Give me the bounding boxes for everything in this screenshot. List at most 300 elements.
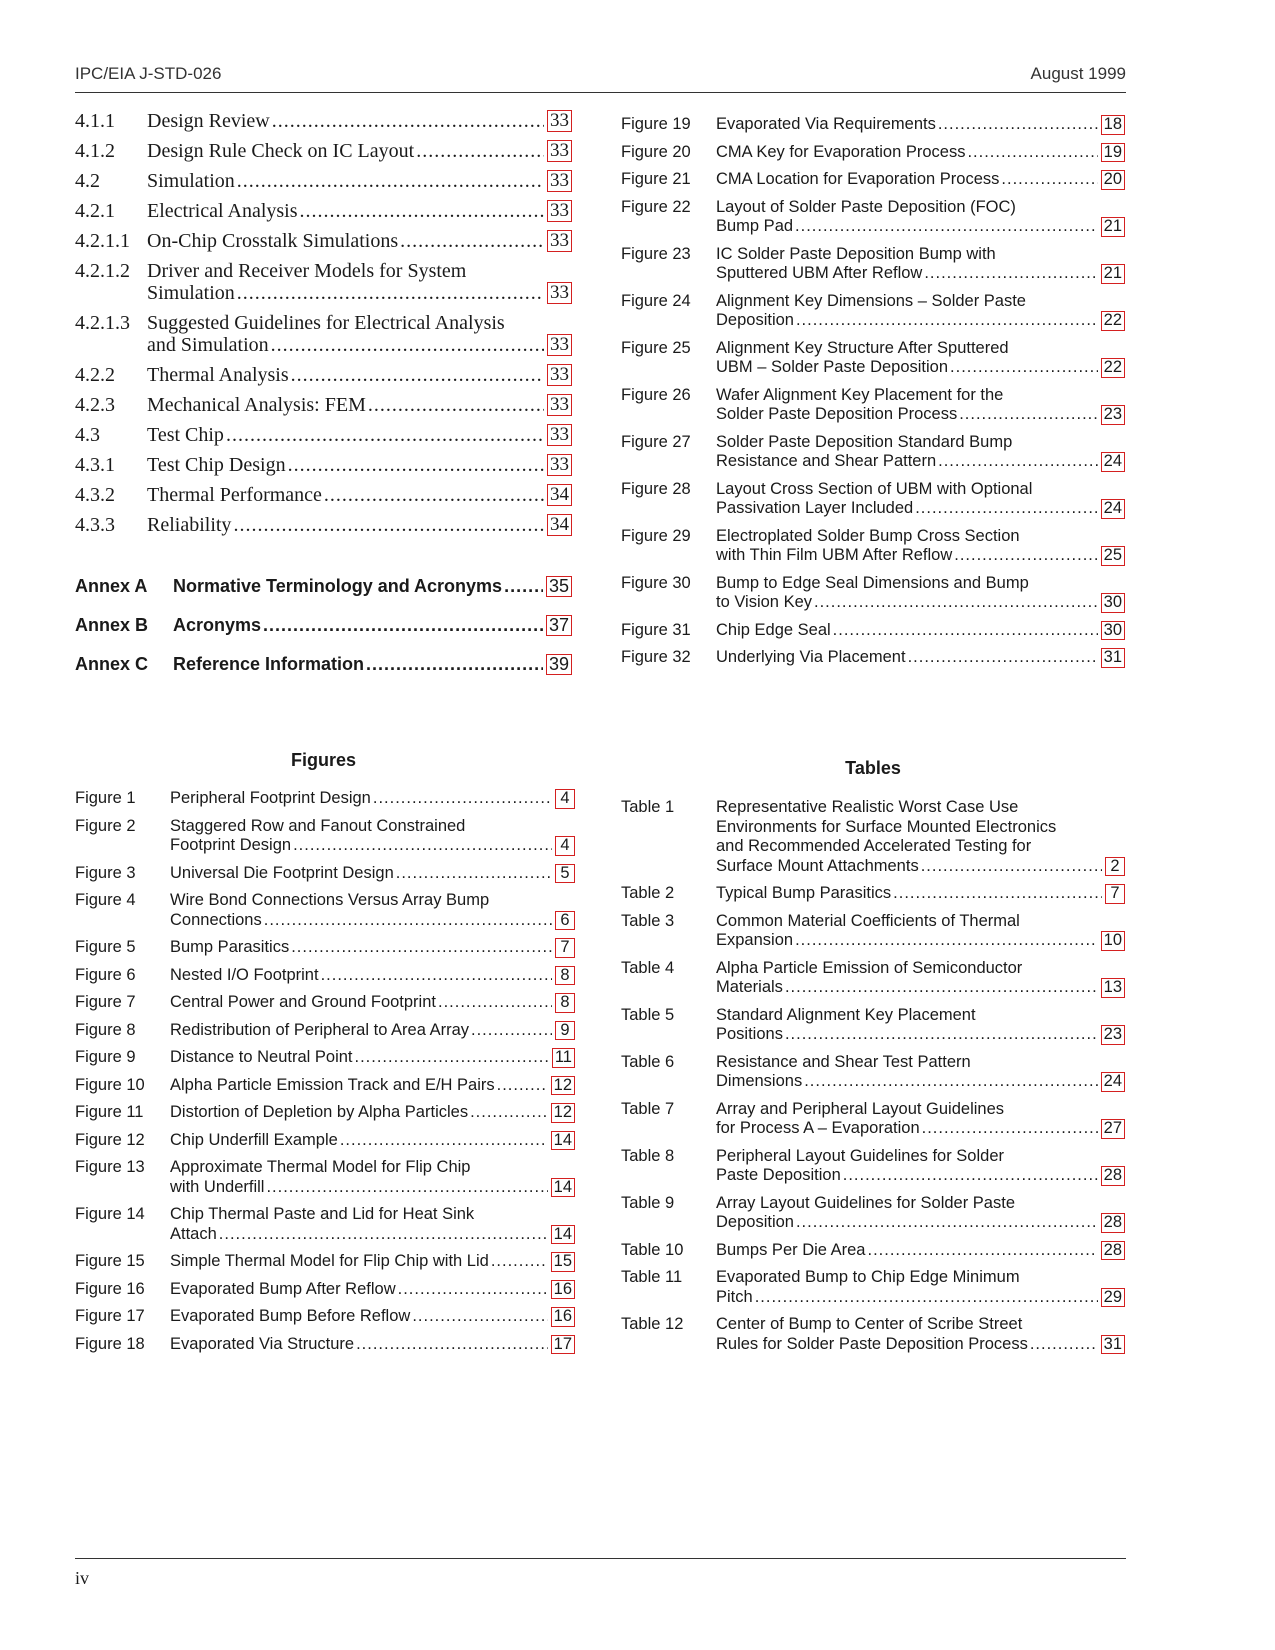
page-link[interactable]: 14	[551, 1131, 575, 1150]
figure-entry[interactable]	[75, 1131, 575, 1151]
dot-leader	[264, 911, 552, 931]
entry-title-line: Evaporated Bump After Reflow	[170, 1279, 396, 1298]
entry-title-line: Bump Pad	[716, 217, 794, 235]
figure-entry[interactable]	[75, 1021, 575, 1041]
entry-title	[147, 110, 572, 132]
entry-title-line: Thermal Analysis	[147, 364, 289, 386]
entry-title-line: Evaporated Bump Before Reflow	[170, 1307, 411, 1325]
figures-heading: Figures	[290, 750, 356, 770]
figure-entry[interactable]	[621, 574, 1125, 613]
page-link[interactable]: 33	[547, 200, 572, 222]
footer-rule	[75, 1558, 1126, 1559]
entry-title	[170, 1252, 575, 1272]
page-link[interactable]: 33	[547, 454, 572, 476]
entry-title-line: Attach	[170, 1224, 217, 1243]
figure-entry[interactable]	[75, 891, 575, 930]
dot-leader	[412, 1307, 547, 1327]
page-link[interactable]: 24	[1101, 452, 1125, 471]
entry-title	[716, 433, 1125, 472]
page-link[interactable]: 30	[1101, 593, 1125, 612]
page-link[interactable]: 5	[555, 864, 575, 883]
entry-title	[170, 1103, 575, 1123]
entry-title	[716, 798, 1125, 876]
entry-title-line: Nested I/O Footprint	[170, 965, 319, 984]
dot-leader	[291, 364, 544, 386]
page-link[interactable]: 33	[547, 170, 572, 192]
entry-number: Figure 20	[621, 142, 691, 161]
entry-title-line: Test Chip	[147, 424, 224, 446]
dot-leader	[416, 140, 544, 162]
entry-title-line: CMA Key for Evaporation Process	[716, 142, 966, 161]
entry-title	[147, 364, 572, 386]
entry-title-line: Chip Underfill Example	[170, 1130, 338, 1149]
page-link[interactable]: 6	[555, 911, 575, 930]
entry-number: Figure 6	[75, 965, 136, 984]
dot-leader	[300, 200, 544, 222]
entry-title	[170, 1158, 575, 1197]
entry-title-line: to Vision Key	[716, 593, 813, 611]
entry-number: Figure 9	[75, 1048, 136, 1066]
page-link[interactable]: 14	[551, 1178, 575, 1197]
entry-title	[147, 260, 572, 304]
dot-leader	[893, 884, 1102, 904]
entry-title-line: Staggered Row and Fanout Constrained	[170, 816, 466, 835]
entry-title-line: IC Solder Paste Deposition Bump with	[716, 244, 996, 263]
page-link[interactable]: 13	[1101, 978, 1125, 997]
entry-title	[716, 1315, 1125, 1354]
dot-leader	[921, 857, 1102, 877]
dot-leader	[237, 282, 544, 304]
entry-number: 4.1.1	[75, 110, 115, 132]
entry-number: Figure 29	[621, 526, 691, 545]
page-link[interactable]: 28	[1101, 1213, 1125, 1232]
entry-number: Figure 12	[75, 1130, 145, 1149]
entry-number: Figure 14	[75, 1205, 145, 1223]
entry-title-line: Driver and Receiver Models for System	[147, 260, 467, 282]
entry-title	[170, 1280, 575, 1300]
entry-title-line: Simple Thermal Model for Flip Chip with Lid	[170, 1252, 489, 1270]
entry-title-line: Layout of Solder Paste Deposition (FOC)	[716, 197, 1016, 216]
toc-entry[interactable]	[75, 230, 572, 252]
table-entry[interactable]	[621, 1147, 1125, 1186]
page-link[interactable]: 23	[1101, 1025, 1125, 1044]
entry-title	[170, 891, 575, 930]
figure-entry[interactable]	[75, 864, 575, 884]
dot-leader	[795, 217, 1098, 237]
entry-title-line: Reference Information	[173, 654, 365, 674]
entry-title	[716, 1241, 1125, 1261]
figure-entry[interactable]	[621, 621, 1125, 641]
dot-leader	[293, 836, 552, 856]
dot-leader	[355, 1048, 549, 1068]
entry-title	[170, 1205, 575, 1244]
entry-title	[716, 143, 1125, 163]
entry-number: Figure 22	[621, 197, 691, 216]
toc-figures-right	[621, 115, 1125, 676]
page-link[interactable]: 17	[551, 1335, 575, 1354]
entry-title-line: Dimensions	[716, 1072, 803, 1090]
page-link[interactable]: 25	[1101, 546, 1125, 565]
tables-heading: Tables	[845, 758, 901, 778]
entry-title	[147, 312, 572, 356]
page-link[interactable]: 18	[1101, 115, 1125, 134]
page-link[interactable]: 8	[555, 993, 575, 1012]
entry-number: Table 5	[621, 1005, 675, 1024]
figure-entry[interactable]	[75, 789, 575, 809]
figure-entry[interactable]	[75, 1307, 575, 1327]
page-link[interactable]: 16	[551, 1307, 575, 1326]
entry-number: 4.2.2	[75, 364, 115, 386]
entry-title-line: and Recommended Accelerated Testing for	[716, 837, 1032, 855]
entry-number: Figure 16	[75, 1279, 145, 1298]
entry-number: Table 7	[621, 1099, 675, 1118]
entry-title	[716, 884, 1125, 904]
dot-leader	[272, 110, 544, 132]
entry-title	[147, 230, 572, 252]
entry-number: Annex A	[75, 576, 148, 596]
page-link[interactable]: 33	[547, 424, 572, 446]
entry-title-line: Thermal Performance	[147, 484, 322, 506]
entry-title-line: On-Chip Crosstalk Simulations	[147, 230, 399, 252]
entry-number: Figure 32	[621, 648, 691, 666]
dot-leader	[497, 1076, 548, 1096]
figure-entry[interactable]	[75, 966, 575, 986]
entry-title	[716, 1147, 1125, 1186]
dot-leader	[804, 1072, 1097, 1092]
table-entry[interactable]	[621, 1053, 1125, 1092]
entry-title	[716, 912, 1125, 951]
page-link[interactable]: 31	[1101, 648, 1125, 667]
entry-title	[716, 386, 1125, 425]
entry-title	[173, 653, 572, 675]
figure-entry[interactable]	[75, 1335, 575, 1355]
entry-number: 4.3.1	[75, 454, 115, 476]
entry-number: 4.3.3	[75, 514, 115, 536]
entry-title-line: Standard Alignment Key Placement	[716, 1005, 976, 1024]
entry-title-line: Wire Bond Connections Versus Array Bump	[170, 891, 490, 909]
figure-entry[interactable]	[75, 1205, 575, 1244]
figure-entry[interactable]	[621, 198, 1125, 237]
page-link[interactable]: 2	[1105, 857, 1125, 876]
entry-title-line: Center of Bump to Center of Scribe Street	[716, 1315, 1023, 1333]
figure-entry[interactable]	[75, 1048, 575, 1068]
page-link[interactable]: 22	[1101, 358, 1125, 377]
dot-leader	[400, 230, 544, 252]
entry-title-line: for Process A – Evaporation	[716, 1119, 920, 1137]
dot-leader	[954, 546, 1097, 566]
page-link[interactable]: 27	[1101, 1119, 1125, 1138]
entry-title-line: with Underfill	[170, 1177, 265, 1196]
entry-number: Table 11	[621, 1268, 683, 1286]
page-link[interactable]: 19	[1101, 143, 1125, 162]
entry-title-line: Typical Bump Parasitics	[716, 884, 892, 902]
entry-title	[170, 1048, 575, 1068]
figure-entry[interactable]	[621, 480, 1125, 519]
dot-leader	[237, 170, 544, 192]
figure-entry[interactable]	[621, 170, 1125, 190]
entry-title	[147, 140, 572, 162]
dot-leader	[1030, 1335, 1098, 1355]
entry-title	[170, 938, 575, 958]
entry-number: Figure 13	[75, 1158, 145, 1176]
entry-title	[716, 621, 1125, 641]
dot-leader	[438, 993, 552, 1013]
toc-annex-entry[interactable]	[75, 575, 572, 597]
page-link[interactable]: 29	[1101, 1288, 1125, 1307]
figure-entry[interactable]	[75, 1280, 575, 1300]
page-link[interactable]: 31	[1101, 1335, 1125, 1354]
page-link[interactable]: 24	[1101, 1072, 1125, 1091]
page-link[interactable]: 33	[547, 140, 572, 162]
toc-annex-entry[interactable]	[75, 614, 572, 636]
page-link[interactable]: 21	[1101, 264, 1125, 283]
dot-leader	[263, 614, 543, 636]
entry-number: Figure 4	[75, 891, 136, 909]
table-entry[interactable]	[621, 884, 1125, 904]
entry-title-line: Mechanical Analysis: FEM	[147, 394, 366, 416]
page-link[interactable]: 35	[546, 576, 572, 597]
entry-number: Figure 8	[75, 1020, 136, 1039]
entry-number: Figure 24	[621, 291, 691, 310]
page-link[interactable]: 8	[555, 966, 575, 985]
page-link[interactable]: 16	[551, 1280, 575, 1299]
page-link[interactable]: 37	[546, 615, 572, 636]
entry-title	[716, 574, 1125, 613]
entry-title	[147, 424, 572, 446]
figure-entry[interactable]	[621, 292, 1125, 331]
entry-number: Table 12	[621, 1315, 684, 1333]
table-entry[interactable]	[621, 1315, 1125, 1354]
entry-title-line: Alignment Key Dimensions – Solder Paste	[716, 291, 1026, 310]
entry-title	[147, 170, 572, 192]
entry-title-line: UBM – Solder Paste Deposition	[716, 358, 949, 376]
table-entry[interactable]	[621, 1241, 1125, 1261]
dot-leader	[340, 1131, 548, 1151]
entry-title-line: Design Rule Check on IC Layout	[147, 140, 415, 162]
figure-entry[interactable]	[75, 993, 575, 1013]
page-link[interactable]: 33	[547, 364, 572, 386]
toc-entry[interactable]	[75, 364, 572, 386]
dot-leader	[226, 424, 544, 446]
entry-number: Figure 26	[621, 385, 691, 404]
entry-title-line: Distortion of Depletion by Alpha Particles	[170, 1103, 469, 1121]
page-link[interactable]: 24	[1101, 499, 1125, 518]
entry-number: Figure 10	[75, 1075, 145, 1094]
entry-title-line: Common Material Coefficients of Thermal	[716, 911, 1020, 930]
page-link[interactable]: 10	[1101, 931, 1125, 950]
table-entry[interactable]	[621, 959, 1125, 998]
toc-entry[interactable]	[75, 200, 572, 222]
entry-number: Table 10	[621, 1240, 684, 1259]
entry-title	[147, 394, 572, 416]
entry-title	[170, 1131, 575, 1151]
entry-number: Table 9	[621, 1193, 675, 1212]
page-link[interactable]: 33	[547, 230, 572, 252]
entry-number: Figure 7	[75, 993, 136, 1011]
entry-title-line: Reliability	[147, 514, 232, 536]
entry-title	[716, 480, 1125, 519]
entry-number: Figure 17	[75, 1307, 145, 1325]
entry-number: 4.3.2	[75, 484, 115, 506]
entry-title-line: Normative Terminology and Acronyms	[173, 576, 503, 596]
figure-entry[interactable]	[621, 433, 1125, 472]
dot-leader	[814, 593, 1098, 613]
entry-title	[173, 575, 572, 597]
page-link[interactable]: 28	[1101, 1166, 1125, 1185]
page-link[interactable]: 9	[555, 1021, 575, 1040]
entry-number: Figure 5	[75, 938, 136, 956]
table-entry[interactable]	[621, 798, 1125, 876]
page-link[interactable]: 33	[547, 110, 572, 132]
entry-title-line: Expansion	[716, 931, 794, 949]
entry-title-line: Acronyms	[173, 615, 262, 635]
page-link[interactable]: 34	[547, 484, 572, 506]
entry-number: Figure 31	[621, 620, 691, 639]
page-link[interactable]: 21	[1101, 217, 1125, 236]
entry-title	[147, 514, 572, 536]
figure-entry[interactable]	[75, 817, 575, 856]
page-header	[75, 64, 1126, 93]
figure-entry[interactable]	[621, 115, 1125, 135]
entry-title-line: Evaporated Via Structure	[170, 1334, 355, 1353]
table-entry[interactable]	[621, 1268, 1125, 1307]
entry-title-line: Approximate Thermal Model for Flip Chip	[170, 1158, 471, 1176]
entry-title-line: Alignment Key Structure After Sputtered	[716, 338, 1009, 357]
toc-entry[interactable]	[75, 312, 572, 356]
dot-leader	[796, 1213, 1098, 1233]
table-entry[interactable]	[621, 1194, 1125, 1233]
page-link[interactable]: 28	[1101, 1241, 1125, 1260]
page-link[interactable]: 34	[547, 514, 572, 536]
dot-leader	[833, 621, 1098, 641]
page-link[interactable]: 11	[552, 1048, 575, 1067]
entry-title-line: Electroplated Solder Bump Cross Section	[716, 526, 1020, 545]
page-link[interactable]: 30	[1101, 621, 1125, 640]
page-link[interactable]: 12	[551, 1076, 575, 1095]
toc-entry[interactable]	[75, 260, 572, 304]
toc-entry[interactable]	[75, 140, 572, 162]
entry-title-line: Design Review	[147, 110, 270, 132]
figure-entry[interactable]	[75, 1158, 575, 1197]
figure-entry[interactable]	[621, 339, 1125, 378]
dot-leader	[271, 334, 544, 356]
entry-title	[170, 789, 575, 809]
entry-number: Figure 27	[621, 432, 691, 451]
entry-title	[170, 993, 575, 1013]
entry-title	[147, 484, 572, 506]
page-link[interactable]: 4	[555, 789, 575, 808]
figure-entry[interactable]	[621, 245, 1125, 284]
entry-title-line: Representative Realistic Worst Case Use	[716, 798, 1019, 816]
entry-number: Figure 18	[75, 1334, 145, 1353]
page-number: iv	[75, 1568, 90, 1588]
figure-entry[interactable]	[75, 938, 575, 958]
entry-title	[170, 817, 575, 856]
toc-entry[interactable]	[75, 514, 572, 536]
entry-title-line: Sputtered UBM After Reflow	[716, 264, 923, 282]
entry-title-line: Alpha Particle Emission of Semiconductor	[716, 958, 1023, 977]
toc-annex-entry[interactable]	[75, 653, 572, 675]
dot-leader	[356, 1335, 548, 1355]
page-link[interactable]: 15	[551, 1252, 575, 1271]
entry-title	[147, 200, 572, 222]
toc-entry[interactable]	[75, 394, 572, 416]
entry-title-line: Evaporated Via Requirements	[716, 115, 936, 133]
entry-title-line: Alpha Particle Emission Track and E/H Pairs	[170, 1075, 495, 1094]
entry-title-line: Peripheral Layout Guidelines for Solder	[716, 1146, 1005, 1165]
entry-title-line: Deposition	[716, 311, 794, 329]
dot-leader	[924, 264, 1097, 284]
toc-entry[interactable]	[75, 110, 572, 132]
entry-title-line: Environments for Surface Mounted Electronics	[716, 817, 1057, 836]
entry-title	[716, 1006, 1125, 1045]
figure-entry[interactable]	[621, 527, 1125, 566]
figure-entry[interactable]	[75, 1103, 575, 1123]
page-link[interactable]: 7	[555, 938, 575, 957]
entry-title	[716, 292, 1125, 331]
page-link[interactable]: 33	[547, 394, 572, 416]
page-link[interactable]: 23	[1101, 405, 1125, 424]
entry-title	[716, 1053, 1125, 1092]
table-entry[interactable]	[621, 912, 1125, 951]
entry-title-line: and Simulation	[147, 334, 269, 356]
dot-leader	[795, 931, 1098, 951]
page-link[interactable]: 33	[547, 334, 572, 356]
page-link[interactable]: 33	[547, 282, 572, 304]
page-link[interactable]: 20	[1101, 170, 1125, 189]
entry-title-line: Underlying Via Placement	[716, 648, 906, 666]
entry-number: 4.1.2	[75, 140, 115, 162]
page-link[interactable]: 22	[1101, 311, 1125, 330]
entry-title-line: Distance to Neutral Point	[170, 1048, 353, 1066]
table-entry[interactable]	[621, 1006, 1125, 1045]
dot-leader	[398, 1280, 548, 1300]
dot-leader	[470, 1103, 548, 1123]
toc-entry[interactable]	[75, 454, 572, 476]
page-link[interactable]: 39	[546, 654, 572, 675]
figure-entry[interactable]	[75, 1252, 575, 1272]
toc-annexes	[75, 575, 572, 692]
entry-number: Figure 25	[621, 338, 691, 357]
page-link[interactable]: 14	[551, 1225, 575, 1244]
entry-title-line: Bump Parasitics	[170, 938, 290, 956]
entry-title-line: Central Power and Ground Footprint	[170, 993, 436, 1011]
table-entry[interactable]	[621, 1100, 1125, 1139]
figure-entry[interactable]	[621, 386, 1125, 425]
toc-entry[interactable]	[75, 170, 572, 192]
entry-number: Figure 23	[621, 244, 691, 263]
entry-title-line: Test Chip Design	[147, 454, 286, 476]
entry-title-line: Universal Die Footprint Design	[170, 863, 394, 882]
entry-title	[716, 648, 1125, 668]
dot-leader	[938, 452, 1098, 472]
figure-entry[interactable]	[621, 143, 1125, 163]
page-link[interactable]: 4	[555, 836, 575, 855]
entry-number: Table 1	[621, 798, 675, 816]
page-link[interactable]: 7	[1105, 884, 1125, 903]
entry-number: Figure 3	[75, 863, 136, 882]
entry-number: Figure 28	[621, 479, 691, 498]
dot-leader	[796, 311, 1098, 331]
figure-entry[interactable]	[621, 648, 1125, 668]
dot-leader	[368, 394, 544, 416]
toc-entry[interactable]	[75, 484, 572, 506]
entry-title	[170, 864, 575, 884]
page-link[interactable]: 12	[551, 1103, 575, 1122]
entry-title-line: Passivation Layer Included	[716, 499, 914, 517]
toc-entry[interactable]	[75, 424, 572, 446]
figure-entry[interactable]	[75, 1076, 575, 1096]
